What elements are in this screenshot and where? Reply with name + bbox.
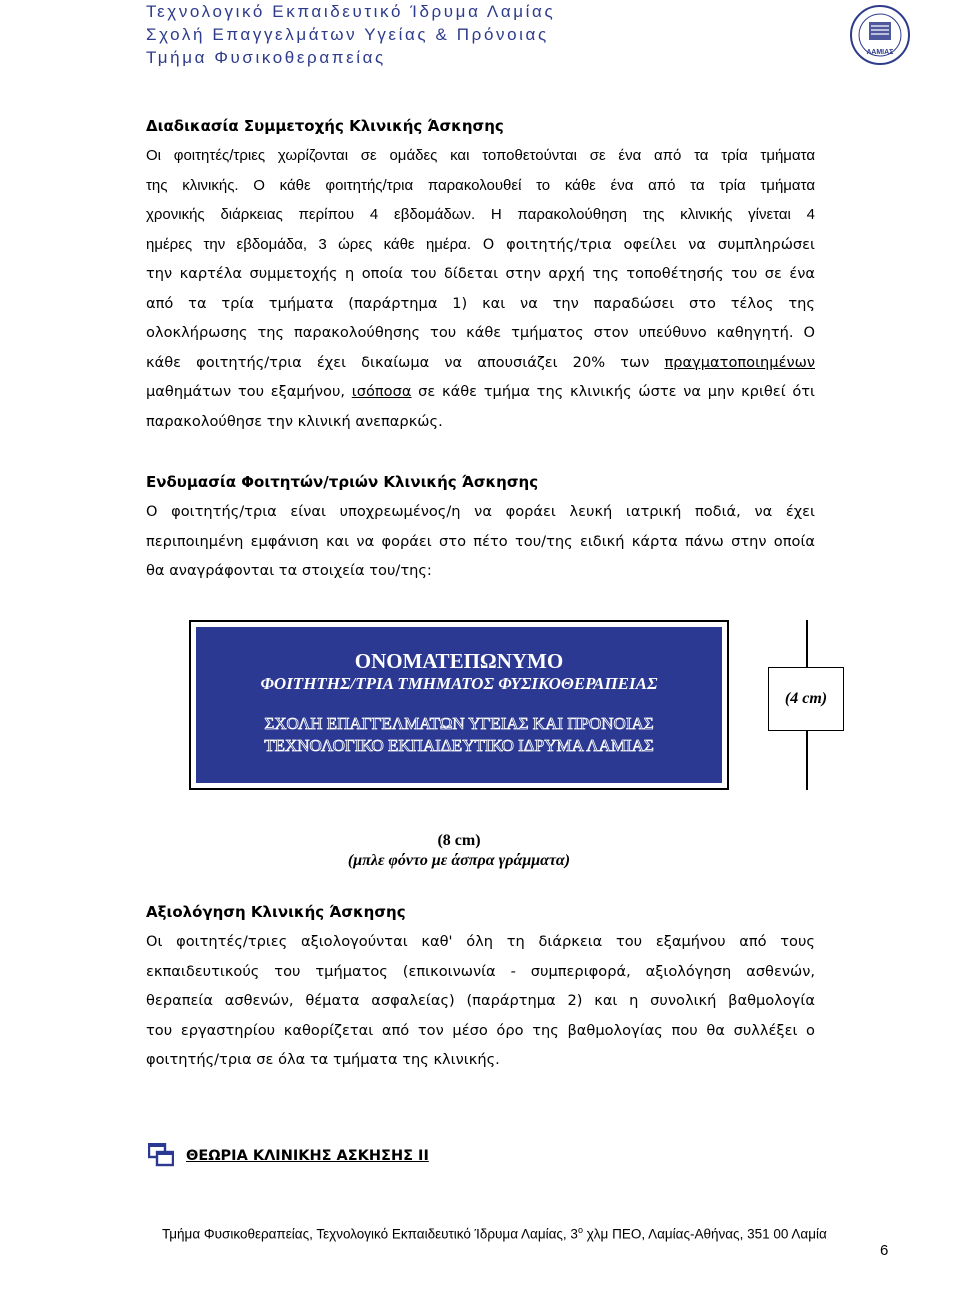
student-id-card — [189, 620, 729, 790]
text-line: θεραπεία ασθενών, θέματα ασφαλείας) (παράρτημα 2) και η συνολική βαθμολογία — [146, 992, 815, 1009]
card-subtitle: ΦΟΙΤΗΤΗΣ/ΤΡΙΑ ΤΜΗΜΑΤΟΣ ΦΥΣΙΚΟΘΕΡΑΠΕΙΑΣ — [260, 674, 658, 693]
text-line-mixed — [146, 230, 815, 260]
height-dimension-line-bottom — [806, 731, 808, 790]
assessment-paragraph — [146, 927, 815, 1075]
heading-attire: Ενδυμασία Φοιτητών/τριών Κλινικής Άσκησης — [146, 473, 539, 491]
footer-superscript: ο — [577, 1225, 583, 1235]
page-number: 6 — [880, 1242, 889, 1259]
underlined-word: πραγματοποιημένων — [664, 353, 815, 371]
text-line: εκπαιδευτικούς του τμήματος (επικοινωνία - συμπεριφορά, αξιολόγηση ασθενών, — [146, 962, 815, 980]
text-line: χρονικής διάρκειας περίπου 4 εβδομάδων. Η παρακολούθηση της κλινικής γίνεται 4 — [146, 206, 815, 223]
logo-text: ΛΑΜΙΑΣ — [866, 49, 894, 56]
card-name-title: ΟΝΟΜΑΤΕΠΩΝΥΜΟ — [354, 649, 564, 673]
header-department: Τμήμα Φυσικοθεραπείας — [146, 48, 386, 67]
text-line: Οι φοιτητές/τριες χωρίζονται σε ομάδες και τοποθετούνται σε ένα από τα τρία τμήματα — [146, 147, 815, 164]
card-school: ΣΧΟΛΗ ΕΠΑΓΓΕΛΜΑΤΩΝ ΥΓΕΙΑΣ ΚΑΙ ΠΡΟΝΟΙΑΣ — [264, 714, 654, 733]
text-line — [146, 377, 815, 407]
height-dimension-line-top — [806, 620, 808, 667]
height-dimension-label: (4 cm) — [768, 667, 844, 731]
footer-text-end: χλμ ΠΕΟ, Λαμίας-Αθήνας, 351 00 Λαμία — [582, 1226, 827, 1242]
text-segment: Ο φοιτητής/τρια οφείλει να συμπληρώσει — [470, 235, 815, 253]
text-line: την καρτέλα συμμετοχής η οποία του δίδεται στην αρχή της τοποθέτησής του σε ένα — [146, 265, 815, 282]
text-line: θα αναγράφονται τα στοιχεία του/της: — [146, 562, 432, 579]
windows-icon — [148, 1143, 174, 1167]
card-institute: ΤΕΧΝΟΛΟΓΙΚΟ ΕΚΠΑΙΔΕΥΤΙΚΟ ΙΔΡΥΜΑ ΛΑΜΙΑΣ — [264, 736, 654, 755]
underlined-word: ισόποσα — [351, 383, 412, 400]
text-line: παρακολούθησε την κλινική ανεπαρκώς. — [146, 412, 443, 430]
text-line: της κλινικής. Ο κάθε φοιτητής/τρια παρακολουθεί το κάθε ένα από τα τρία τμήματα — [146, 176, 815, 194]
text-line: περιποιημένη εμφάνιση και να φοράει στο πέτο του/της ειδική κάρτα πάνω στην οποία — [146, 532, 815, 550]
participation-paragraph — [146, 141, 815, 436]
text-line — [146, 348, 815, 378]
header-institution: Τεχνολογικό Εκπαιδευτικό Ίδρυμα Λαμίας — [146, 2, 556, 21]
text-segment: σε κάθε τμήμα της κλινικής ώστε να μην κριθεί ότι — [411, 383, 815, 400]
width-dimension-label: (8 cm) — [437, 832, 481, 849]
text-line: του εργαστηρίου καθορίζεται από τον μέσο όρο της βαθμολογίας που θα συλλέξει ο — [146, 1021, 815, 1039]
text-line: ολοκλήρωσης της παρακολούθησης του κάθε τμήματος στον υπεύθυνο καθηγητή. Ο — [146, 324, 815, 341]
card-color-note: (μπλε φόντο με άσπρα γράμματα) — [347, 852, 571, 869]
header-school: Σχολή Επαγγελμάτων Υγείας & Πρόνοιας — [146, 25, 549, 44]
text-line: Ο φοιτητής/τρια είναι υποχρεωμένος/η να φοράει λευκή ιατρική ποδιά, να έχει — [146, 503, 815, 520]
text-segment: μαθημάτων του εξαμήνου, — [146, 383, 352, 400]
text-segment: ημέρες την εβδομάδα, 3 ώρες κάθε ημέρα. — [146, 235, 471, 253]
heading-assessment: Αξιολόγηση Κλινικής Άσκησης — [146, 903, 406, 921]
page-footer — [162, 1225, 827, 1242]
card-blue-area — [196, 627, 722, 783]
footer-text: Τμήμα Φυσικοθεραπείας, Τεχνολογικό Εκπαιδευτικό Ίδρυμα Λαμίας, 3 — [162, 1226, 578, 1242]
text-segment: κάθε φοιτητής/τρια έχει δικαίωμα να απουσιάζει 20% των — [146, 353, 665, 371]
theory-clinical-practice-link[interactable]: ΘΕΩΡΙΑ ΚΛΙΝΙΚΗΣ ΑΣΚΗΣΗΣ ΙΙ — [186, 1148, 429, 1164]
heading-participation: Διαδικασία Συμμετοχής Κλινικής Άσκησης — [146, 117, 504, 135]
text-line: φοιτητής/τρια σε όλα τα τμήματα της κλινικής. — [146, 1051, 500, 1068]
institution-logo — [849, 4, 911, 66]
attire-paragraph — [146, 497, 815, 586]
text-line: από τα τρία τμήματα (παράρτημα 1) και να την παραδώσει στο τέλος της — [146, 294, 815, 312]
text-line: Οι φοιτητές/τριες αξιολογούνται καθ' όλη τη διάρκεια του εξαμήνου από τους — [146, 933, 815, 950]
